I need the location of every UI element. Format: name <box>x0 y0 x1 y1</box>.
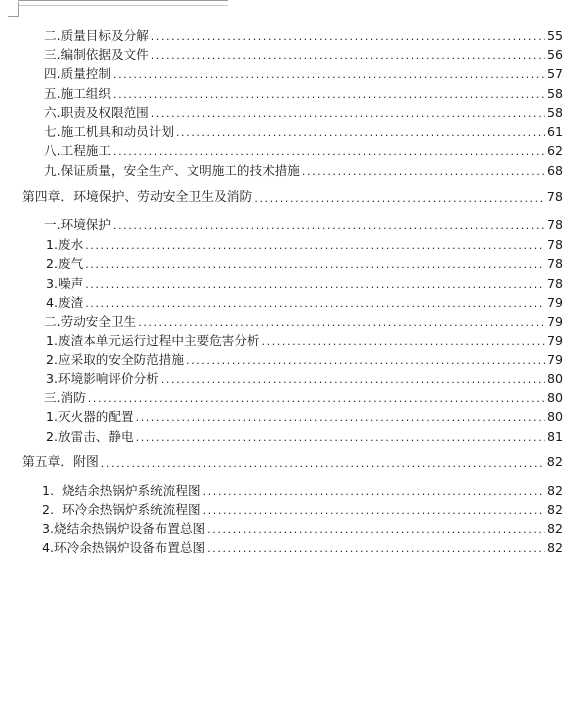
toc-entry-title: 四.质量控制 <box>44 66 111 81</box>
header-rule <box>18 0 228 6</box>
toc-entry-ch3-9[interactable] <box>44 159 563 178</box>
toc-entry-title: 一.环境保护 <box>44 217 111 232</box>
toc-entry-page: 78 <box>546 190 563 205</box>
toc-entry-title: 2.应采取的安全防范措施 <box>46 352 184 367</box>
margin-corner-mark <box>8 2 19 17</box>
toc-entry-page: 61 <box>546 124 563 139</box>
toc-leader-dots <box>101 457 545 470</box>
toc-entry-title: 三.消防 <box>44 390 86 405</box>
toc-entry-ch3-4[interactable] <box>44 62 563 81</box>
toc-leader-dots <box>203 504 545 517</box>
toc-entry-ch4-1-4[interactable] <box>46 291 563 310</box>
toc-leader-dots <box>151 107 545 120</box>
toc-leader-dots <box>203 485 545 498</box>
toc-leader-dots <box>176 126 545 139</box>
toc-entry-title: 七.施工机具和动员计划 <box>44 124 174 139</box>
toc-leader-dots <box>186 354 545 367</box>
toc-entry-ch5-1[interactable] <box>42 479 563 498</box>
toc-entry-page: 78 <box>546 217 563 232</box>
toc-entry-page: 78 <box>546 237 563 252</box>
toc-leader-dots <box>161 373 545 386</box>
toc-entry-ch4-1-3[interactable] <box>46 272 563 291</box>
toc-chapter-title: 第四章．环境保护、劳动安全卫生及消防 <box>22 190 253 205</box>
toc-entry-title: 3.噪声 <box>46 276 84 291</box>
toc-leader-dots <box>88 392 545 405</box>
toc-entry-page: 82 <box>546 502 563 517</box>
toc-entry-page: 82 <box>546 455 563 470</box>
toc-leader-dots <box>254 192 544 205</box>
toc-entry-page: 57 <box>546 66 563 81</box>
toc-entry-page: 58 <box>546 86 563 101</box>
toc-entry-ch4-3[interactable] <box>44 386 563 405</box>
toc-leader-dots <box>85 278 545 291</box>
toc-entry-page: 79 <box>546 314 563 329</box>
toc-entry-title: 1.灭火器的配置 <box>46 409 134 424</box>
toc-entry-page: 79 <box>546 295 563 310</box>
toc-entry-title: 4.环冷余热锅炉设备布置总图 <box>42 540 206 555</box>
toc-entry-ch4-1-2[interactable] <box>46 252 563 271</box>
toc-entry-page: 78 <box>546 256 563 271</box>
toc-entry-ch4-1[interactable] <box>44 213 563 232</box>
toc-entry-ch5-4[interactable] <box>42 536 563 555</box>
toc-entry-title: 3.烧结余热锅炉设备布置总图 <box>42 521 206 536</box>
toc-leader-dots <box>207 542 545 555</box>
toc-entry-ch3-7[interactable] <box>44 120 563 139</box>
toc-entry-title: 2.放雷击、静电 <box>46 429 134 444</box>
toc-leader-dots <box>262 335 545 348</box>
toc-entry-title: 2.废气 <box>46 256 84 271</box>
toc-leader-dots <box>136 411 545 424</box>
toc-leader-dots <box>113 219 545 232</box>
toc-entry-title: 1. 烧结余热锅炉系统流程图 <box>42 483 201 498</box>
toc-entry-title: 二.质量目标及分解 <box>44 28 149 43</box>
toc-entry-page: 55 <box>546 28 563 43</box>
toc-entry-ch3-5[interactable] <box>44 82 563 101</box>
toc-entry-ch5-2[interactable] <box>42 498 563 517</box>
toc-entry-ch3-8[interactable] <box>44 139 563 158</box>
toc-entry-ch4-1-1[interactable] <box>46 233 563 252</box>
toc-entry-ch3-3[interactable] <box>44 43 563 62</box>
toc-entry-title: 六.职责及权限范围 <box>44 105 149 120</box>
toc-entry-title: 三.编制依据及文件 <box>44 47 149 62</box>
toc-entry-title: 4.废渣 <box>46 295 84 310</box>
toc-entry-chapter-5[interactable] <box>22 451 563 470</box>
toc-entry-page: 79 <box>546 352 563 367</box>
toc-entry-title: 3.环境影响评价分析 <box>46 371 159 386</box>
toc-entry-ch3-2[interactable] <box>44 24 563 43</box>
toc-entry-title: 1.废渣本单元运行过程中主要危害分析 <box>46 333 260 348</box>
toc-entry-chapter-4[interactable] <box>22 186 563 205</box>
toc-entry-ch4-3-1[interactable] <box>46 405 563 424</box>
toc-entry-page: 81 <box>546 429 563 444</box>
toc-leader-dots <box>113 88 545 101</box>
toc-entry-page: 78 <box>546 276 563 291</box>
toc-entry-page: 62 <box>546 143 563 158</box>
toc-entry-ch4-2-2[interactable] <box>46 348 563 367</box>
toc-leader-dots <box>113 145 545 158</box>
toc-leader-dots <box>85 258 545 271</box>
toc-leader-dots <box>136 431 545 444</box>
toc-entry-page: 68 <box>546 163 563 178</box>
toc-leader-dots <box>151 49 545 62</box>
toc-entry-page: 80 <box>546 371 563 386</box>
toc-entry-title: 九.保证质量，安全生产、文明施工的技术措施 <box>44 163 300 178</box>
toc-entry-ch4-2-3[interactable] <box>46 367 563 386</box>
toc-entry-page: 79 <box>546 333 563 348</box>
toc-entry-page: 82 <box>546 540 563 555</box>
toc-entry-title: 二.劳动安全卫生 <box>44 314 137 329</box>
toc-entry-ch4-3-2[interactable] <box>46 425 563 444</box>
toc-entry-page: 80 <box>546 390 563 405</box>
toc-entry-page: 82 <box>546 483 563 498</box>
toc-leader-dots <box>302 165 545 178</box>
toc-leader-dots <box>85 297 545 310</box>
toc-entry-title: 2. 环冷余热锅炉系统流程图 <box>42 502 201 517</box>
toc-entry-title: 五.施工组织 <box>44 86 111 101</box>
toc-entry-ch4-2[interactable] <box>44 310 563 329</box>
toc-leader-dots <box>85 239 545 252</box>
toc-chapter-title: 第五章．附图 <box>22 455 99 470</box>
toc-leader-dots <box>151 30 545 43</box>
toc-entry-page: 58 <box>546 105 563 120</box>
toc-leader-dots <box>138 316 545 329</box>
toc-entry-page: 82 <box>546 521 563 536</box>
toc-entry-title: 八.工程施工 <box>44 143 111 158</box>
toc-entry-page: 80 <box>546 409 563 424</box>
toc-entry-ch4-2-1[interactable] <box>46 329 563 348</box>
toc-entry-ch3-6[interactable] <box>44 101 563 120</box>
toc-leader-dots <box>207 523 545 536</box>
toc-entry-title: 1.废水 <box>46 237 84 252</box>
toc-entry-page: 56 <box>546 47 563 62</box>
toc-leader-dots <box>113 68 545 81</box>
toc-entry-ch5-3[interactable] <box>42 517 563 536</box>
